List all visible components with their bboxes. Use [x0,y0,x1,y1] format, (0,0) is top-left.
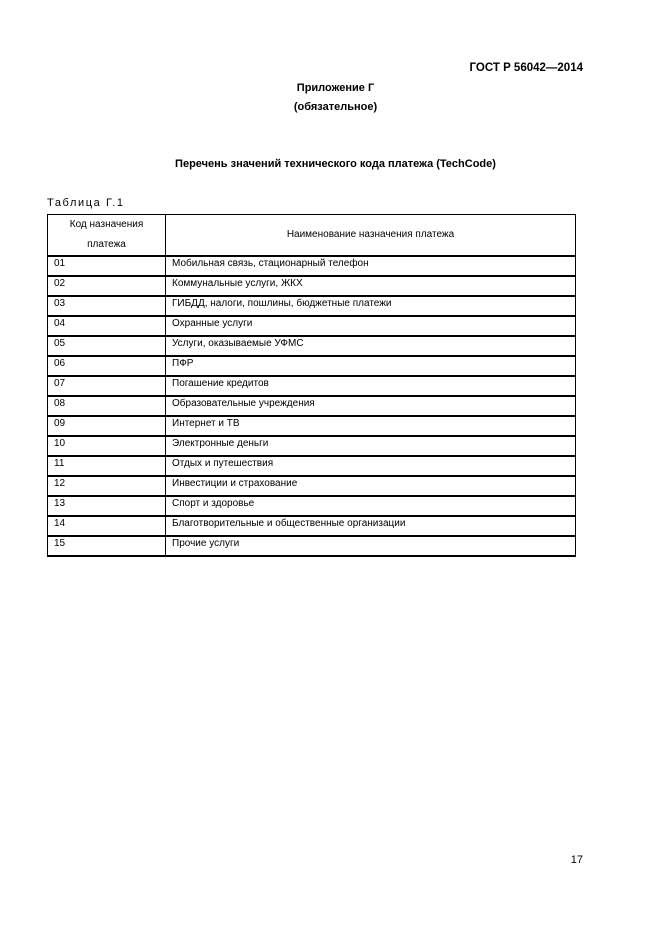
code-cell: 05 [48,336,166,356]
table-row [48,276,576,296]
table-header-row [48,215,576,257]
page-number: 17 [570,854,583,866]
code-cell: 12 [48,476,166,496]
purpose-cell: Мобильная связь, стационарный телефон [166,256,576,276]
code-cell: 07 [48,376,166,396]
table-row [48,536,576,556]
purpose-cell: ПФР [166,356,576,376]
techcode-table [47,214,576,557]
table-row [48,376,576,396]
purpose-cell: ГИБДД, налоги, пошлины, бюджетные платежи [166,296,576,316]
purpose-cell: Инвестиции и страхование [166,476,576,496]
table-row [48,356,576,376]
code-cell: 11 [48,456,166,476]
purpose-cell: Погашение кредитов [166,376,576,396]
table-row [48,476,576,496]
purpose-cell: Прочие услуги [166,536,576,556]
code-cell: 04 [48,316,166,336]
code-cell: 10 [48,436,166,456]
purpose-cell: Электронные деньги [166,436,576,456]
purpose-cell: Коммунальные услуги, ЖКХ [166,276,576,296]
code-cell: 06 [48,356,166,376]
purpose-cell: Отдых и путешествия [166,456,576,476]
table-row [48,336,576,356]
column-header-code: Код назначения платежа [48,215,166,257]
table-caption: Таблица Г.1 [47,197,125,209]
purpose-cell: Благотворительные и общественные организации [166,516,576,536]
purpose-cell: Спорт и здоровье [166,496,576,516]
section-heading: Перечень значений технического кода платежа (TechCode) [175,158,496,170]
code-cell: 01 [48,256,166,276]
table-row [48,296,576,316]
table-row [48,436,576,456]
table-row [48,496,576,516]
table-row [48,516,576,536]
table-body [48,256,576,556]
column-header-name: Наименование назначения платежа [166,215,576,257]
table-row [48,416,576,436]
code-cell: 14 [48,516,166,536]
purpose-cell: Охранные услуги [166,316,576,336]
code-cell: 15 [48,536,166,556]
code-cell: 03 [48,296,166,316]
code-cell: 09 [48,416,166,436]
appendix-status: (обязательное) [293,101,378,113]
purpose-cell: Услуги, оказываемые УФМС [166,336,576,356]
table-row [48,456,576,476]
purpose-cell: Образовательные учреждения [166,396,576,416]
code-cell: 13 [48,496,166,516]
table-row [48,396,576,416]
table-row [48,316,576,336]
table-row [48,256,576,276]
standard-number: ГОСТ Р 56042—2014 [469,62,583,74]
code-cell: 02 [48,276,166,296]
purpose-cell: Интернет и ТВ [166,416,576,436]
appendix-title: Приложение Г [296,82,375,94]
code-cell: 08 [48,396,166,416]
